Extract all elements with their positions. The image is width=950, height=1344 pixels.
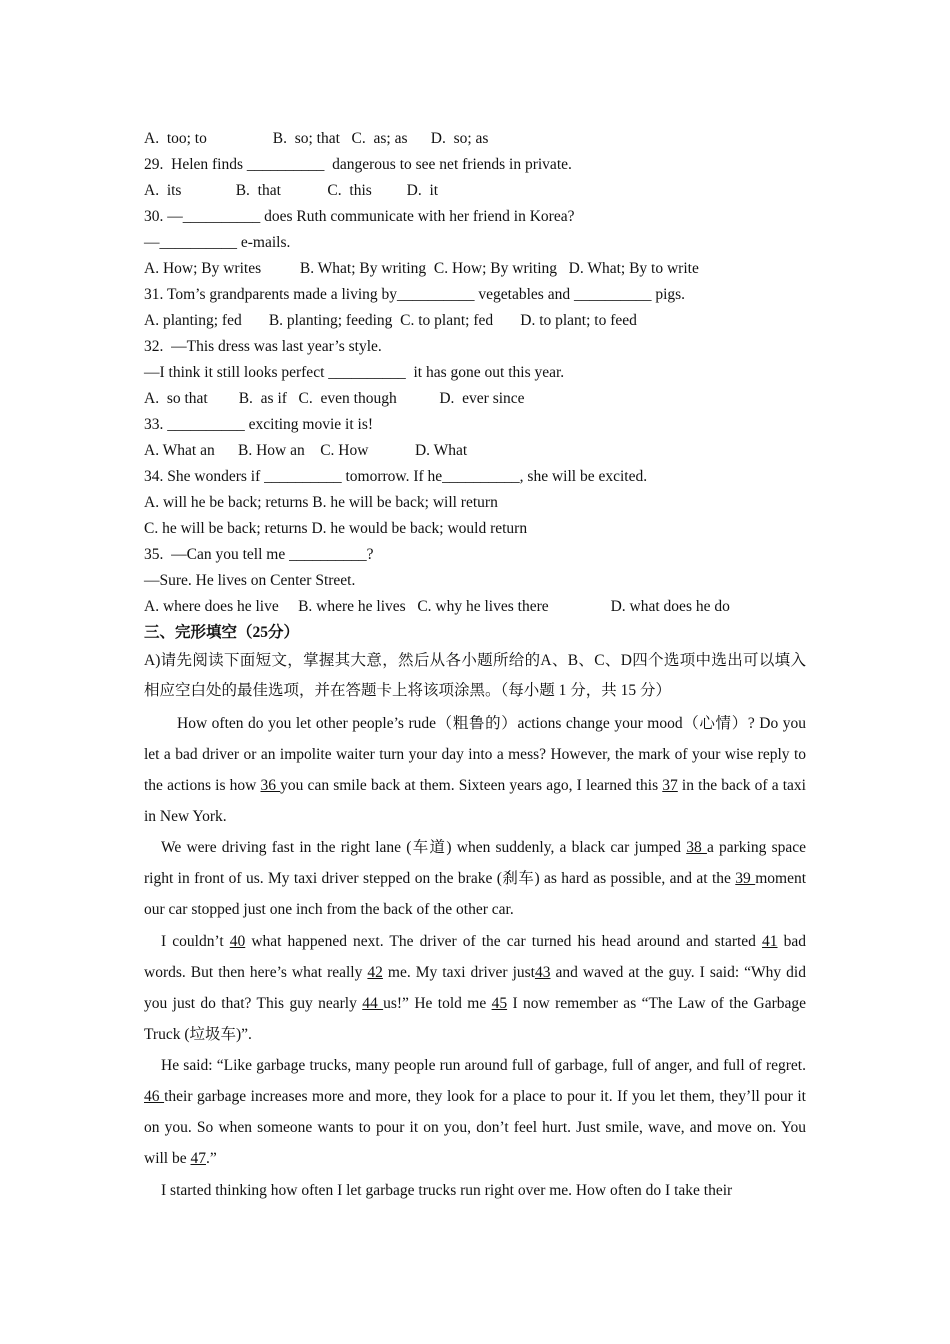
q31-options: A. planting; fed B. planting; feeding C. to plant; fed D. to plant; to feed: [144, 312, 637, 329]
q29-options: A. its B. that C. this D. it: [144, 182, 439, 199]
q35-stem: 35. —Can you tell me __________?: [144, 546, 374, 563]
blank-37: 37: [662, 777, 678, 794]
q35-reply: —Sure. He lives on Center Street.: [144, 572, 356, 589]
passage-paragraph-5: I started thinking how often I let garbage trucks run right over me. How often do I take their: [161, 1182, 733, 1199]
blank-43: 43: [534, 964, 551, 981]
blank-45: 45: [491, 995, 508, 1012]
section-instruction: A)请先阅读下面短文，掌握其大意，然后从各小题所给的A、B、C、D四个选项中选出可以填入相应空白处的最佳选项，并在答题卡上将该项涂黑。（每小题 1 分，共 15 分）: [144, 652, 806, 699]
q34-options-cd: C. he will be back; returns D. he would be back; would return: [144, 520, 528, 537]
q32-reply: —I think it still looks perfect __________ it has gone out this year.: [144, 364, 565, 381]
blank-47: 47: [190, 1150, 206, 1167]
q31-stem: 31. Tom’s grandparents made a living by__________ vegetables and __________ pigs.: [144, 286, 686, 303]
q30-reply: —__________ e-mails.: [144, 234, 291, 251]
passage-paragraph-4: He said: “Like garbage trucks, many people run around full of garbage, full of anger, and full of regret. 46 their garbage increases more and more, they look for a place to pour it. If you let them, they’ll pour it on you. So when someone wants to pour it on you, don’t feel hurt. Just smile, wave, and move on. You will be 47.”: [144, 1057, 806, 1167]
q34-options-ab: A. will he be back; returns B. he will be back; will return: [144, 494, 498, 511]
passage-paragraph-3: I couldn’t 40 what happened next. The driver of the car turned his head around and started 41 bad words. But then here’s what really 42 me. My taxi driver just43 and waved at the guy. I said: “Why did you just do that? This guy nearly 44 us!” He told me 45 I now remember as “The Law of the Garbage Truck (垃圾车)”.: [144, 933, 807, 1043]
blank-44: 44: [362, 995, 384, 1012]
blank-38: 38: [686, 839, 707, 856]
blank-46: 46: [144, 1088, 165, 1105]
blank-42: 42: [367, 964, 383, 981]
q28-options: A. too; to B. so; that C. as; as D. so; as: [144, 130, 489, 147]
q29-stem: 29. Helen finds __________ dangerous to see net friends in private.: [144, 156, 572, 173]
blank-40: 40: [229, 933, 246, 950]
q30-stem: 30. —__________ does Ruth communicate with her friend in Korea?: [144, 208, 575, 225]
passage-paragraph-2: We were driving fast in the right lane (车道) when suddenly, a black car jumped 38 a parking space right in front of us. My taxi driver stepped on the brake (刹车) as hard as possible, and at the 39 moment our car stopped just one inch from the back of the other car.: [144, 839, 807, 918]
section-title: 三、完形填空（25分）: [144, 624, 300, 641]
blank-36: 36: [260, 777, 281, 794]
q33-options: A. What an B. How an C. How D. What: [144, 442, 468, 459]
q34-stem: 34. She wonders if __________ tomorrow. If he__________, she will be excited.: [144, 468, 648, 485]
passage-paragraph-1: How often do you let other people’s rude（粗鲁的）actions change your mood（心情）? Do you let a bad driver or an impolite waiter turn your day into a mess? However, the mark of your wise reply to the actions is how 36 you can smile back at them. Sixteen years ago, I learned this 37 in the back of a taxi in New York.: [144, 715, 806, 825]
q32-options: A. so that B. as if C. even though D. ever since: [144, 390, 525, 407]
blank-39: 39: [735, 870, 756, 887]
q32-stem: 32. —This dress was last year’s style.: [144, 338, 382, 355]
q33-stem: 33. __________ exciting movie it is!: [144, 416, 374, 433]
q35-options: A. where does he live B. where he lives C. why he lives there D. what does he do: [144, 598, 730, 615]
blank-41: 41: [762, 933, 778, 950]
q30-options: A. How; By writes B. What; By writing C. How; By writing D. What; By to write: [144, 260, 699, 277]
